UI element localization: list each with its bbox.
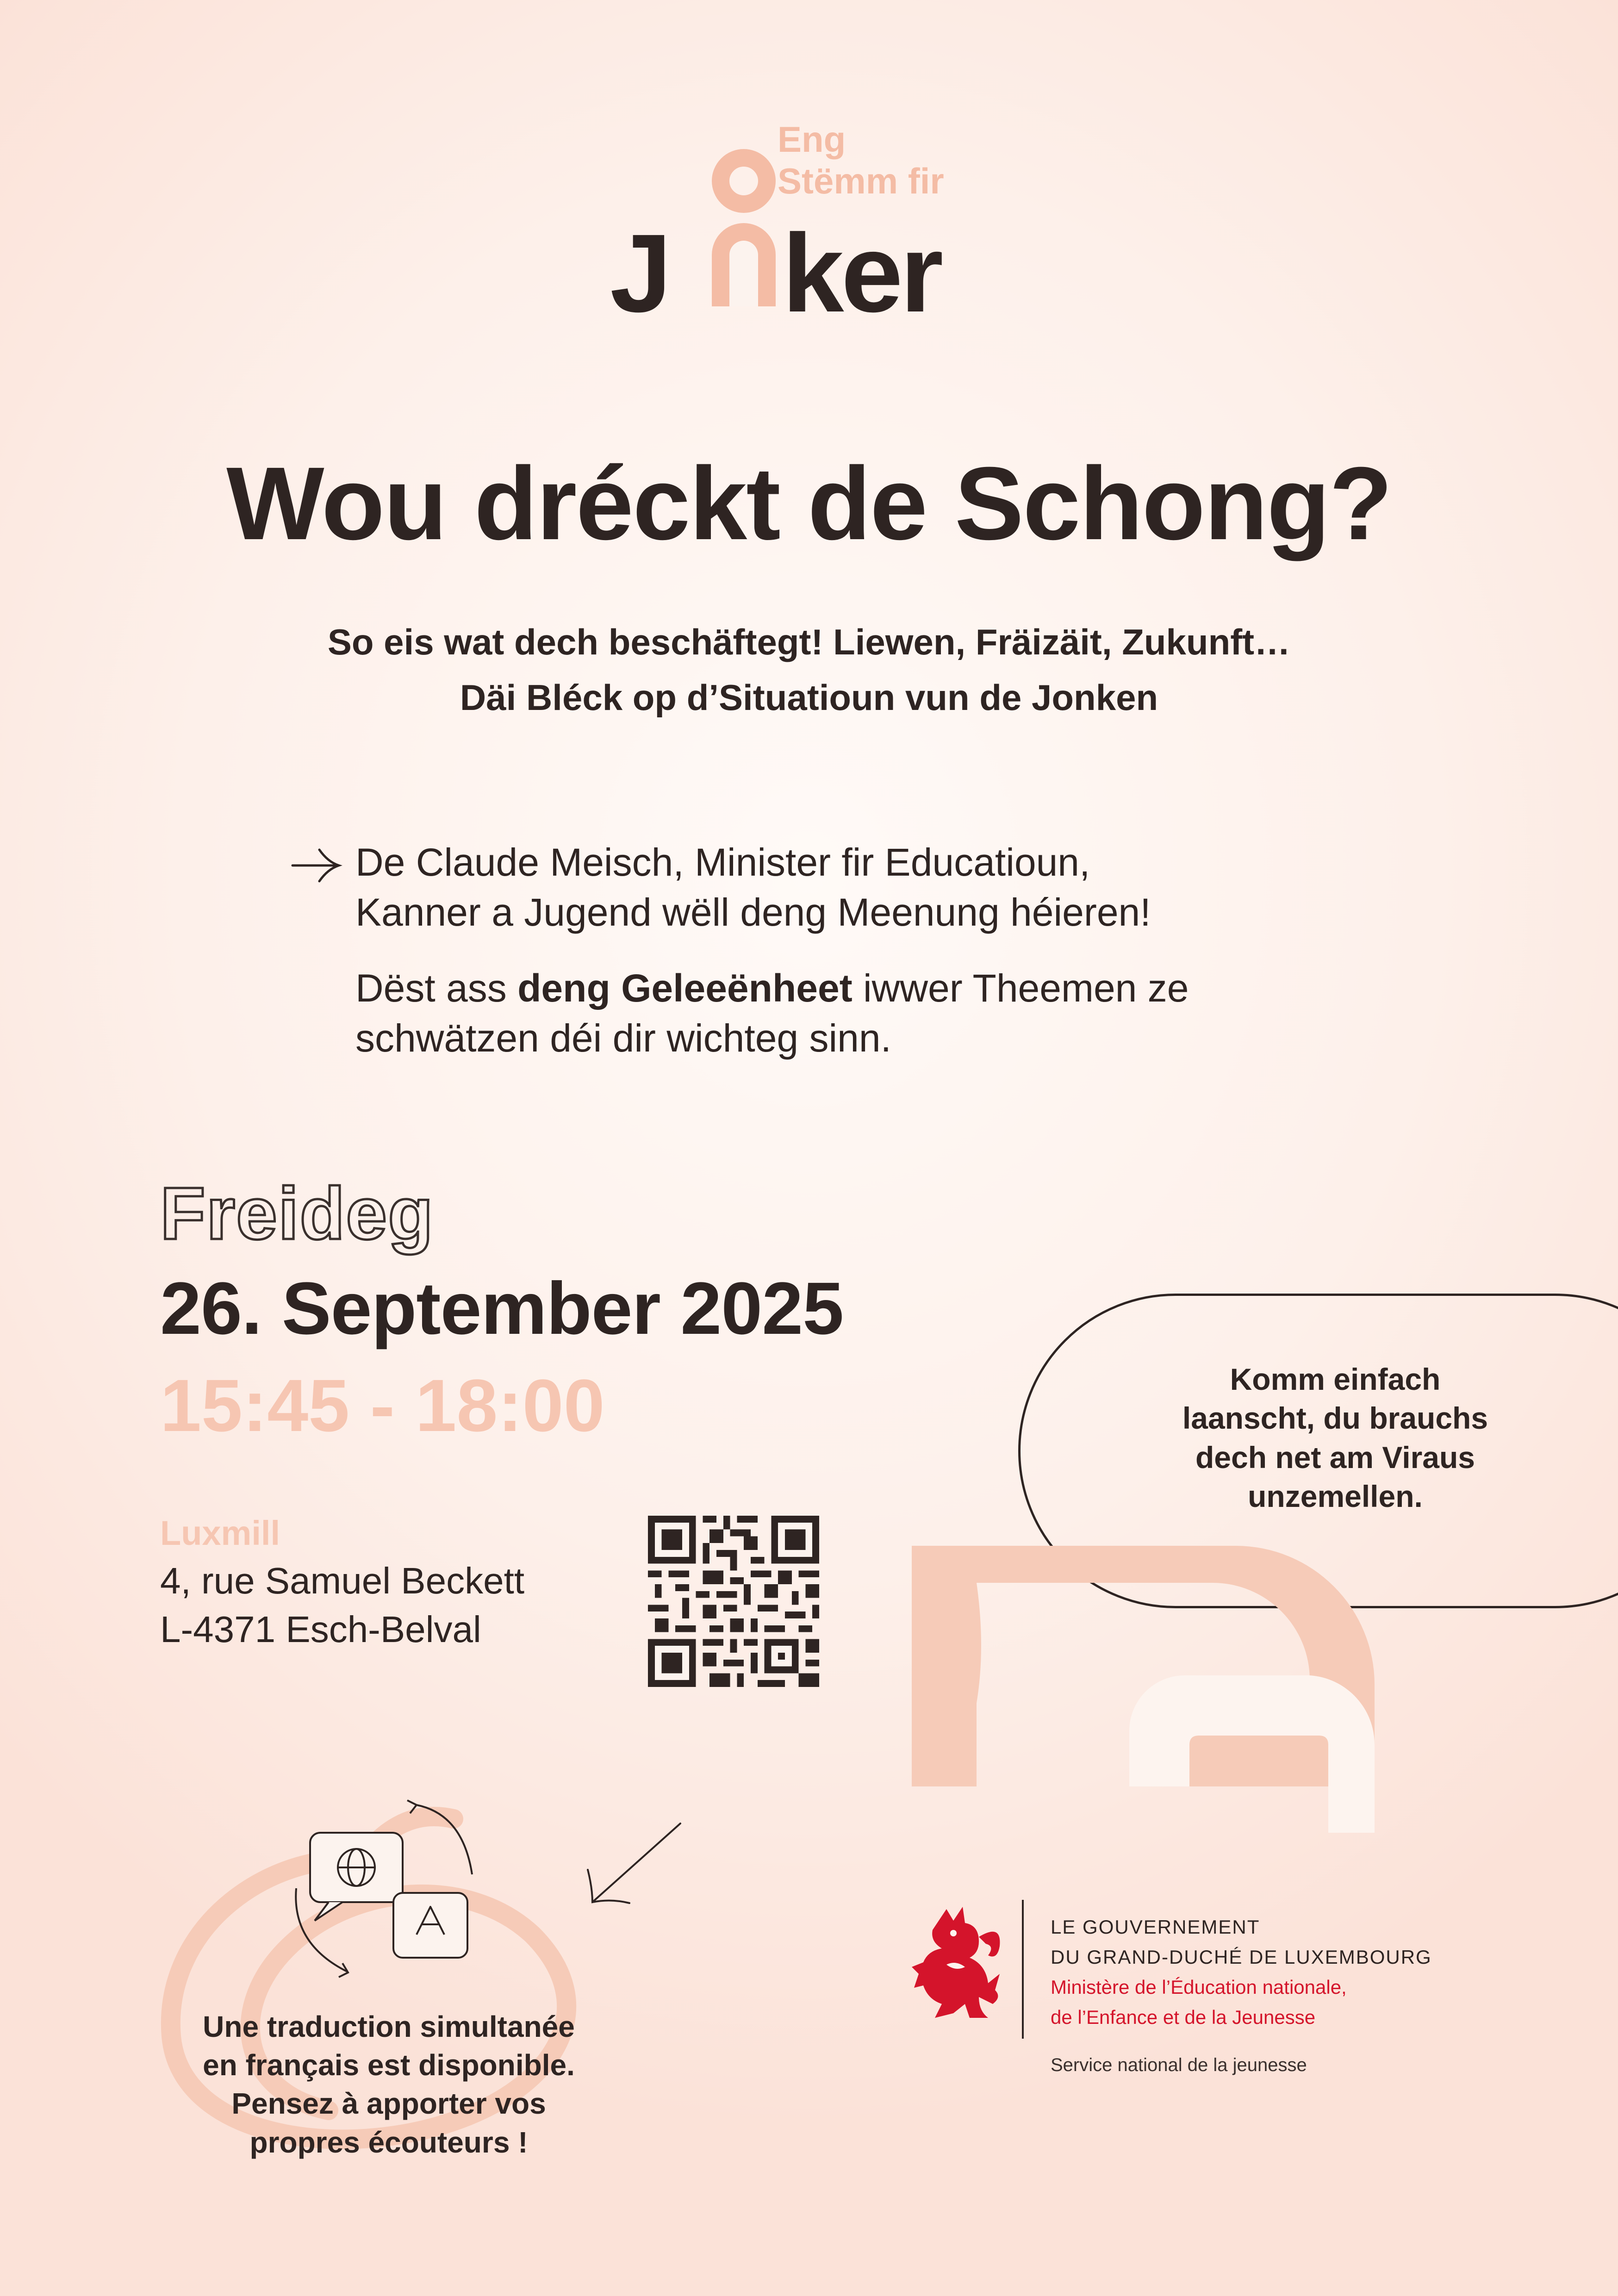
event-time: 15:45 - 18:00 xyxy=(160,1364,605,1447)
arrow-right-icon xyxy=(291,847,342,884)
venue-city: L-4371 Esch-Belval xyxy=(160,1609,481,1650)
logo-n-hole xyxy=(729,241,758,306)
gov-separator xyxy=(1022,1900,1024,2039)
logo-letter-j: J xyxy=(610,211,669,335)
translation-line-2: en français est disponible. xyxy=(203,2048,575,2082)
decorative-speech-shape xyxy=(912,1546,1421,1833)
subheading-line-2: Däi Bléck op d’Situatioun vun de Jonken xyxy=(460,677,1158,718)
bubble-line-2: laanscht, du brauchs xyxy=(1182,1401,1488,1436)
translation-line-4: propres écouteurs ! xyxy=(249,2125,528,2159)
luxembourg-lion-icon xyxy=(909,1904,1007,2020)
logo-line-stemm: Stëmm fir xyxy=(778,161,944,201)
intro-line-4: schwätzen déi dir wichteg sinn. xyxy=(355,1016,891,1060)
intro-highlight: deng Geleeënheet xyxy=(517,966,853,1010)
venue-name: Luxmill xyxy=(160,1514,280,1552)
translation-line-1: Une traduction simultanée xyxy=(203,2010,575,2043)
bubble-line-3: dech net am Viraus xyxy=(1195,1440,1475,1475)
translation-notice xyxy=(157,2008,620,2162)
ministry-line-1: Ministère de l’Éducation nationale, xyxy=(1051,1976,1347,1998)
translation-line-3: Pensez à apporter vos xyxy=(231,2087,546,2121)
diagonal-arrow-icon xyxy=(579,1819,685,1911)
service-name: Service national de la jeunesse xyxy=(1051,2055,1307,2075)
intro-text-cont: iwwer Theemen ze xyxy=(852,966,1189,1010)
logo-o-shape xyxy=(712,149,776,213)
logo-word-ker: ker xyxy=(782,211,941,335)
intro-line-1: De Claude Meisch, Minister fir Educatioun, xyxy=(355,840,1090,884)
gov-line-2: DU GRAND-DUCHÉ DE LUXEMBOURG xyxy=(1051,1946,1432,1968)
bubble-line-1: Komm einfach xyxy=(1230,1362,1441,1396)
logo-line-eng: Eng xyxy=(778,119,846,160)
intro-line-2: Kanner a Jugend wëll deng Meenung héieren! xyxy=(355,890,1151,934)
subheading-line-1: So eis wat dech beschäftegt! Liewen, Fräizäit, Zukunft… xyxy=(327,622,1291,662)
bubble-text xyxy=(1106,1360,1564,1516)
ministry-line-2: de l’Enfance et de la Jeunesse xyxy=(1051,2006,1316,2028)
gov-line-1: LE GOUVERNEMENT xyxy=(1051,1916,1260,1938)
event-date: 26. September 2025 xyxy=(160,1267,844,1350)
intro-paragraph-2 xyxy=(355,964,1189,1014)
translate-icon xyxy=(278,1796,491,1990)
bubble-line-4: unzemellen. xyxy=(1248,1479,1423,1514)
event-day: Freideg xyxy=(160,1172,434,1255)
venue-street: 4, rue Samuel Beckett xyxy=(160,1560,525,1601)
page-title: Wou dréckt de Schong? xyxy=(226,446,1392,561)
intro-text: Dëst ass xyxy=(355,966,518,1010)
qr-code[interactable] xyxy=(648,1516,819,1687)
